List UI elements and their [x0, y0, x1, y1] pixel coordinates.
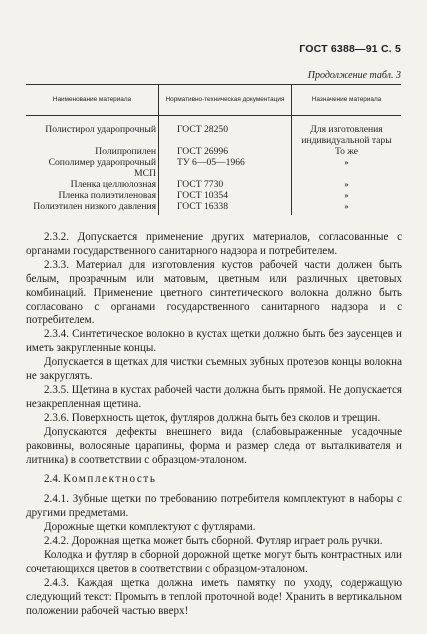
material-name: Полипропилен [95, 146, 156, 157]
table-row [26, 179, 401, 190]
paragraph-2-3-4: 2.3.4. Синтетическое волокно в кустах щетки должно быть без заусенцев и иметь закругленные концы. [26, 328, 402, 355]
paragraph-2-3-3: 2.3.3. Материал для изготовления кустов рабочей части должен быть белым, прозрачным или матовым, цветным или различных цветовых комбинаций. Применение цветного синтетического волокна должно быть согласовано с органами государственного санитарного надзора и с потребителем. [26, 258, 402, 327]
table-header-row [26, 85, 401, 116]
column-header-documentation: Нормативно-техническая документация [159, 85, 292, 116]
paragraph-2-4-2: 2.4.2. Дорожная щетка может быть сборной. Футляр играет роль ручки. [44, 535, 383, 548]
paragraph-2-3-6-note: Допускаются дефекты внешнего вида (слабовыраженные усадочные раковины, волосяные царапины, форма и размер следа от выталкивателя и литника) в соответствии с образцом-эталоном. [26, 425, 402, 466]
material-name: Пленка целлюлозная [70, 179, 156, 190]
material-purpose: То же [292, 146, 402, 157]
table-row [26, 190, 401, 201]
section-title: Комплектность [63, 473, 157, 486]
material-purpose: » [292, 190, 402, 201]
material-name: Полистирол ударопрочный [45, 124, 156, 135]
material-purpose: » [292, 201, 402, 215]
material-doc: ГОСТ 16338 [159, 201, 292, 215]
section-heading [26, 473, 402, 487]
table-row [26, 201, 401, 215]
section-number: 2.4. [44, 473, 61, 486]
paragraph-2-3-2: 2.3.2. Допускается применение других материалов, согласованные с органами государственного санитарного надзора и потребителем. [26, 231, 402, 257]
material-doc: ГОСТ 26996 [159, 146, 292, 157]
paragraph-2-4-1: 2.4.1. Зубные щетки по требованию потребителя комплектуют в наборы с другими предметами. [26, 493, 402, 520]
column-header-purpose: Назначение материала [292, 85, 402, 116]
material-name: Сополимер ударопрочный МСП [48, 157, 156, 179]
material-purpose: Для изготовления индивидуальной тары [292, 116, 402, 147]
material-doc: ГОСТ 28250 [159, 116, 292, 147]
paragraph-2-3-5: 2.3.5. Щетина в кустах рабочей части должна быть прямой. Не допускается незакрепленная щетина. [26, 383, 402, 410]
materials-table [26, 84, 401, 215]
table-row [26, 146, 401, 157]
material-doc: ТУ 6—05—1966 [159, 157, 292, 179]
page-header: ГОСТ 6388—91 С. 5 [299, 43, 401, 55]
paragraph-2-4-2-note: Колодка и футляр в сборной дорожной щетке могут быть контрастных или сочетающихся цветов в соответствии с образцом-эталоном. [26, 548, 402, 575]
document-body [26, 231, 402, 618]
material-name: Полиэтилен низкого давления [33, 201, 156, 212]
material-purpose: » [292, 179, 402, 190]
paragraph-2-4-3: 2.4.3. Каждая щетка должна иметь памятку по уходу, содержащую следующий текст: Промыть в теплой проточной воде! Хранить в вертикальном положении рабочей частью вверх! [26, 576, 402, 617]
table-row [26, 116, 401, 147]
paragraph-2-3-6: 2.3.6. Поверхность щеток, футляров должна быть без сколов и трещин. [44, 411, 381, 424]
column-header-material: Наименование материала [26, 85, 159, 116]
table-continuation-label: Продолжение табл. 3 [307, 70, 401, 81]
material-name: Пленка полиэтиленовая [58, 190, 156, 201]
material-purpose: » [292, 157, 402, 179]
table-row [26, 157, 401, 179]
material-doc: ГОСТ 7730 [159, 179, 292, 190]
paragraph-2-4-1-note: Дорожные щетки комплектуют с футлярами. [44, 521, 256, 534]
paragraph-2-3-4-note: Допускается в щетках для чистки съемных зубных протезов концы волокна не закруглять. [26, 356, 402, 383]
material-doc: ГОСТ 10354 [159, 190, 292, 201]
